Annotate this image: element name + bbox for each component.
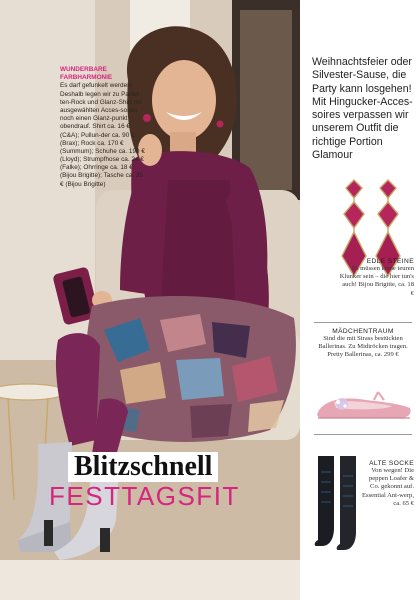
product-title: EDLE STEINE bbox=[366, 258, 414, 265]
divider bbox=[314, 322, 412, 323]
product-earrings bbox=[338, 258, 414, 298]
photo-caption bbox=[60, 66, 146, 189]
caption-title: WUNDERBARE FARBHARMONIE bbox=[60, 66, 113, 82]
intro-text: Weihnachtsfeier oder Silvester-Sause, die Party kann losgehen! Mit Hingucker-Acces-soires verpassen wir unserem Outfit die richtige Portion Glamour bbox=[312, 56, 413, 162]
divider bbox=[314, 434, 412, 435]
product-text: Von wegen! Die peppen Loafer & Co. gekonnt auf. Essential Ant-werp, ca. 65 € bbox=[361, 467, 414, 507]
product-text: Es müssen keine teuren Klunker sein – die hier tun's auch! Bijou Brigitte, ca. 18 € bbox=[339, 265, 414, 297]
caption-body: Es darf gefunkelt werden! Deshalb legen wir zu Paillet-ten-Rock und Glanz-Shirt mit ausgewählten Acces-soires noch einen Glanz-punkt obendrauf. Shirt ca. 16 € (C&A); Pullun-der ca. 90 € (Brax); Rock ca. 170 € (Summum); Schuhe ca. 199 € (Lloyd); Strumpfhose ca. 24 € (Falke); Ohrringe ca. 18 € (Bijou Brigitte); Tasche ca. 35 € (Bijou Brigitte) bbox=[60, 82, 145, 188]
product-title: ALTE SOCKE bbox=[369, 460, 414, 467]
headline-line-1: Blitzschnell bbox=[68, 452, 218, 482]
product-text: Sind die mit Strass bestückten Ballerinas. Zu Midiröcken tragen. Pretty Ballerinas, ca. 299 € bbox=[318, 335, 408, 359]
product-ballerinas bbox=[314, 328, 412, 360]
shoe-illustration bbox=[314, 386, 414, 424]
headline-line-2: FESTTAGSFIT bbox=[49, 481, 240, 511]
ballerina-shoe-image bbox=[314, 386, 414, 424]
product-title: MÄDCHENTRAUM bbox=[332, 328, 394, 335]
product-socks bbox=[358, 460, 414, 508]
